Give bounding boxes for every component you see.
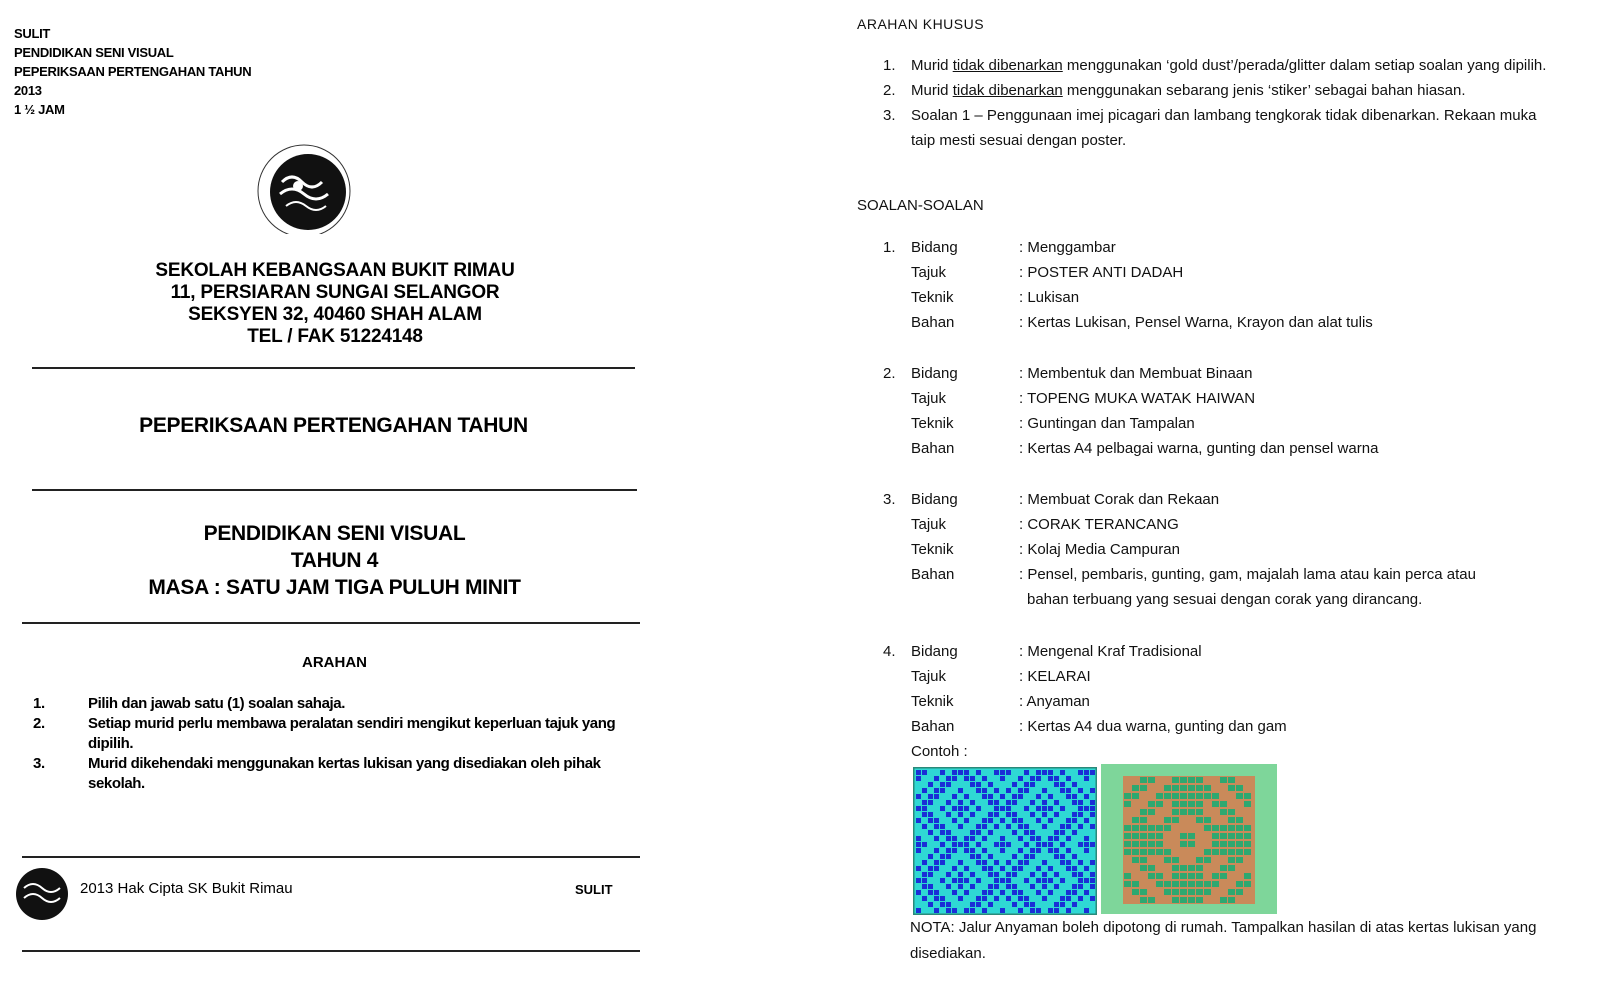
header-line: 2013 [14, 83, 42, 98]
item-text: Setiap murid perlu membawa peralatan sendiri mengikut keperluan tajuk yang dipilih. [88, 715, 616, 752]
header-line: PEPERIKSAAN PERTENGAHAN TAHUN [14, 64, 252, 79]
value-bahan: : Pensel, pembaris, gunting, gam, majalah lama atau kain perca atau [1019, 566, 1476, 583]
label-bahan: Bahan [911, 566, 955, 583]
list-item [883, 103, 1551, 153]
question-1 [883, 235, 1583, 335]
question-number: 2. [883, 365, 896, 382]
value-bidang: : Membuat Corak dan Rekaan [1019, 491, 1220, 508]
label-teknik: Teknik [911, 415, 954, 432]
question-number: 3. [883, 491, 896, 508]
item-number: 1. [883, 57, 896, 74]
footer-logo [14, 866, 70, 922]
subject-block [32, 520, 637, 601]
item-text: menggunakan sebarang jenis ‘stiker’ sebagai bahan hiasan. [1062, 82, 1466, 99]
label-tajuk: Tajuk [911, 390, 947, 407]
list-item [33, 694, 658, 714]
school-phone: TEL / FAK 51224148 [247, 326, 423, 347]
subject-year: TAHUN 4 [290, 549, 379, 572]
school-name: SEKOLAH KEBANGSAAN BUKIT RIMAU [155, 260, 515, 281]
divider [22, 950, 640, 952]
contoh-label: Contoh : [911, 743, 968, 760]
item-text: Murid dikehendaki menggunakan kertas lukisan yang disediakan oleh pihak sekolah. [88, 755, 601, 792]
value-bahan: : Kertas A4 pelbagai warna, gunting dan pensel warna [1019, 440, 1379, 457]
value-bidang: : Menggambar [1019, 239, 1116, 256]
label-bahan: Bahan [911, 314, 955, 331]
question-2 [883, 361, 1583, 461]
value-teknik: : Guntingan dan Tampalan [1019, 415, 1195, 432]
value-teknik: : Kolaj Media Campuran [1019, 541, 1180, 558]
item-text: Soalan 1 – Penggunaan imej picagari dan lambang tengkorak tidak dibenarkan. Rekaan muka taip mesti sesuai dengan poster. [911, 107, 1537, 149]
school-city: SEKSYEN 32, 40460 SHAH ALAM [188, 304, 482, 325]
value-bidang: : Membentuk dan Membuat Binaan [1019, 365, 1253, 382]
item-text: Pilih dan jawab satu (1) soalan sahaja. [88, 695, 345, 712]
subject-name: PENDIDIKAN SENI VISUAL [203, 522, 466, 545]
cover-header [14, 24, 251, 119]
item-number: 2. [33, 715, 45, 732]
label-teknik: Teknik [911, 693, 954, 710]
arahan-title: ARAHAN [302, 654, 367, 671]
label-bidang: Bidang [911, 491, 958, 508]
divider [22, 856, 640, 858]
item-text: Murid [911, 82, 953, 99]
question-3 [883, 487, 1583, 612]
label-bidang: Bidang [911, 239, 958, 256]
kelarai-example-blue [913, 767, 1097, 915]
footer-copyright: 2013 Hak Cipta SK Bukit Rimau [80, 880, 293, 897]
value-bahan: : Kertas A4 dua warna, gunting dan gam [1019, 718, 1287, 735]
arahan-list [33, 694, 658, 794]
school-logo [246, 144, 356, 234]
header-line: PENDIDIKAN SENI VISUAL [14, 45, 174, 60]
value-teknik: : Anyaman [1019, 693, 1090, 710]
school-address [60, 260, 610, 348]
question-4 [883, 639, 1583, 764]
item-text: menggunakan ‘gold dust’/perada/glitter dalam setiap soalan yang dipilih. [1062, 57, 1547, 74]
label-bahan: Bahan [911, 440, 955, 457]
list-item [883, 53, 1551, 78]
value-tajuk: : CORAK TERANCANG [1019, 516, 1179, 533]
question-number: 1. [883, 239, 896, 256]
list-item [33, 714, 658, 754]
label-bahan: Bahan [911, 718, 955, 735]
label-teknik: Teknik [911, 289, 954, 306]
footer-sulit: SULIT [575, 882, 613, 897]
value-bidang: : Mengenal Kraf Tradisional [1019, 643, 1202, 660]
label-bidang: Bidang [911, 365, 958, 382]
divider [32, 367, 635, 369]
divider [22, 622, 640, 624]
item-emphasis: tidak dibenarkan [952, 57, 1063, 74]
subject-duration: MASA : SATU JAM TIGA PULUH MINIT [148, 576, 521, 599]
exam-title: PEPERIKSAAN PERTENGAHAN TAHUN [139, 414, 528, 437]
khusus-list [883, 53, 1551, 153]
item-number: 2. [883, 82, 896, 99]
value-bahan-continued: bahan terbuang yang sesuai dengan corak yang dirancang. [1027, 591, 1423, 608]
nota-text: NOTA: Jalur Anyaman boleh dipotong di rumah. Tampalkan hasilan di atas kertas lukisan yang disediakan. [910, 919, 1537, 962]
list-item [33, 754, 658, 794]
header-line: SULIT [14, 26, 51, 41]
label-tajuk: Tajuk [911, 516, 947, 533]
kelarai-example-green [1101, 764, 1277, 914]
soalan-title: SOALAN-SOALAN [857, 197, 984, 214]
value-teknik: : Lukisan [1019, 289, 1080, 306]
school-street: 11, PERSIARAN SUNGAI SELANGOR [170, 282, 500, 303]
item-text: Murid [911, 57, 953, 74]
item-emphasis: tidak dibenarkan [952, 82, 1063, 99]
label-tajuk: Tajuk [911, 264, 947, 281]
value-tajuk: : TOPENG MUKA WATAK HAIWAN [1019, 390, 1256, 407]
value-bahan: : Kertas Lukisan, Pensel Warna, Krayon dan alat tulis [1019, 314, 1373, 331]
khusus-title: ARAHAN KHUSUS [857, 16, 985, 32]
item-number: 3. [883, 107, 896, 124]
divider [32, 489, 637, 491]
label-teknik: Teknik [911, 541, 954, 558]
header-line: 1 ½ JAM [14, 102, 65, 117]
label-bidang: Bidang [911, 643, 958, 660]
question-number: 4. [883, 643, 896, 660]
value-tajuk: : POSTER ANTI DADAH [1019, 264, 1184, 281]
item-number: 3. [33, 755, 45, 772]
label-tajuk: Tajuk [911, 668, 947, 685]
item-number: 1. [33, 695, 45, 712]
list-item [883, 78, 1551, 103]
value-tajuk: : KELARAI [1019, 668, 1091, 685]
